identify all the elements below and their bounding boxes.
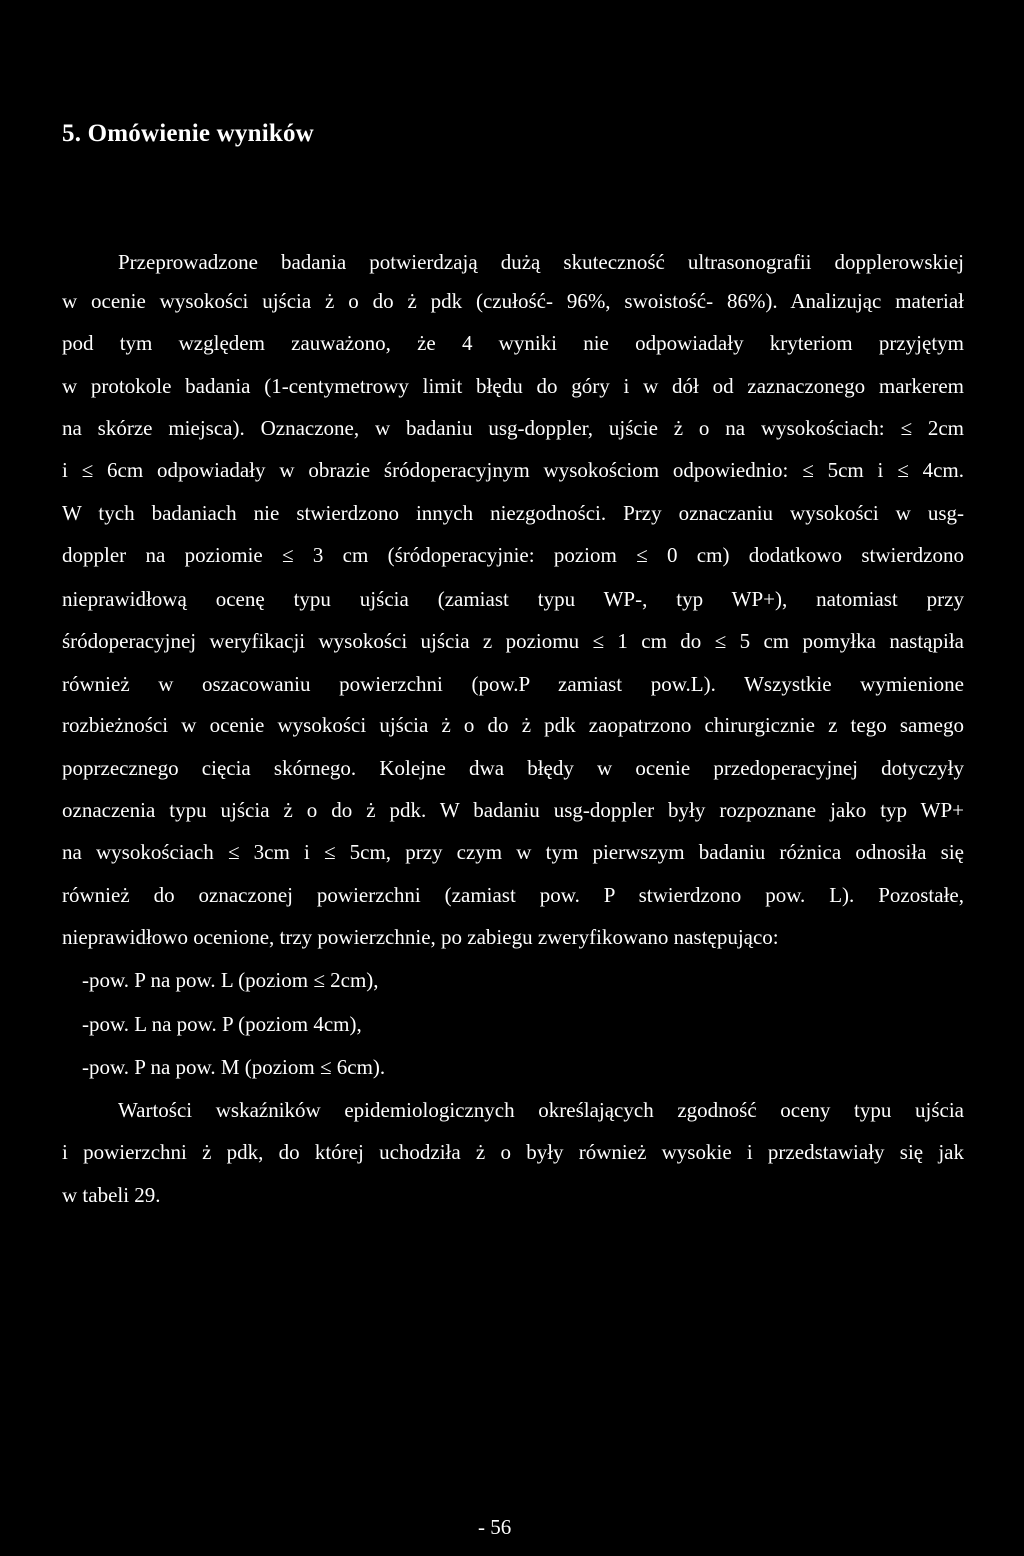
paragraph-1-line-13: poprzecznego cięcia skórnego. Kolejne dwa błędy w ocenie przedoperacyjnej dotyczyły — [62, 756, 964, 780]
paragraph-2-line-1: Wartości wskaźników epidemiologicznych określających zgodność oceny typu ujścia — [118, 1098, 964, 1122]
paragraph-1-line-2: w ocenie wysokości ujścia ż o do ż pdk (czułość- 96%, swoistość- 86%). Analizując materiał — [62, 289, 964, 313]
paragraph-1-line-9: nieprawidłową ocenę typu ujścia (zamiast typu WP-, typ WP+), natomiast przy — [62, 587, 964, 611]
list-item-3: -pow. P na pow. M (poziom ≤ 6cm). — [82, 1055, 386, 1079]
paragraph-1-line-12: rozbieżności w ocenie wysokości ujścia ż o do ż pdk zaopatrzono chirurgicznie z tego samego — [62, 713, 964, 737]
list-item-2: -pow. L na pow. P (poziom 4cm), — [82, 1012, 362, 1036]
paragraph-1-line-6: i ≤ 6cm odpowiadały w obrazie śródoperacyjnym wysokościom odpowiednio: ≤ 5cm i ≤ 4cm. — [62, 458, 964, 482]
paragraph-1-line-10: śródoperacyjnej weryfikacji wysokości ujścia z poziomu ≤ 1 cm do ≤ 5 cm pomyłka nastąpiła — [62, 629, 964, 653]
section-heading: 5. Omówienie wyników — [62, 120, 314, 147]
paragraph-1-line-1: Przeprowadzone badania potwierdzają dużą skuteczność ultrasonografii dopplerowskiej — [118, 250, 964, 274]
paragraph-1-line-17: nieprawidłowo ocenione, trzy powierzchnie, po zabiegu zweryfikowano następująco: — [62, 925, 779, 949]
paragraph-2-line-3: w tabeli 29. — [62, 1183, 161, 1207]
paragraph-1-line-15: na wysokościach ≤ 3cm i ≤ 5cm, przy czym w tym pierwszym badaniu różnica odnosiła się — [62, 840, 964, 864]
paragraph-1-line-5: na skórze miejsca). Oznaczone, w badaniu usg-doppler, ujście ż o na wysokościach: ≤ 2cm — [62, 416, 964, 440]
paragraph-2-line-2: i powierzchni ż pdk, do której uchodziła ż o były również wysokie i przedstawiały się jak — [62, 1140, 964, 1164]
paragraph-1-line-16: również do oznaczonej powierzchni (zamiast pow. P stwierdzono pow. L). Pozostałe, — [62, 883, 964, 907]
paragraph-1-line-7: W tych badaniach nie stwierdzono innych niezgodności. Przy oznaczaniu wysokości w usg- — [62, 501, 964, 525]
paragraph-1-line-4: w protokole badania (1-centymetrowy limit błędu do góry i w dół od zaznaczonego markerem — [62, 374, 964, 398]
paragraph-1-line-3: pod tym względem zauważono, że 4 wyniki nie odpowiadały kryteriom przyjętym — [62, 331, 964, 355]
paragraph-1-line-8: doppler na poziomie ≤ 3 cm (śródoperacyjnie: poziom ≤ 0 cm) dodatkowo stwierdzono — [62, 543, 964, 567]
page-number: - 56 — [478, 1515, 512, 1539]
paragraph-1-line-11: również w oszacowaniu powierzchni (pow.P zamiast pow.L). Wszystkie wymienione — [62, 672, 964, 696]
paragraph-1-line-14: oznaczenia typu ujścia ż o do ż pdk. W badaniu usg-doppler były rozpoznane jako typ WP+ — [62, 798, 964, 822]
list-item-1: -pow. P na pow. L (poziom ≤ 2cm), — [82, 968, 379, 992]
